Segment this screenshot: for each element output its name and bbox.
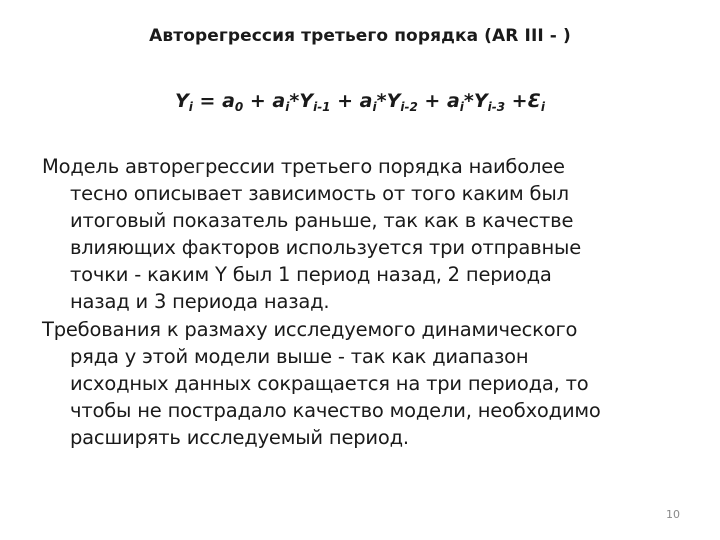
slide-number: 10 xyxy=(666,508,680,521)
text-line: влияющих факторов используется три отправные xyxy=(70,236,581,259)
formula-term: + a xyxy=(330,90,373,112)
text-line: исходных данных сокращается на три периода, то xyxy=(70,372,589,395)
text-line: итоговый показатель раньше, так как в качестве xyxy=(70,209,574,232)
text-line: Требования к размаху исследуемого динамического xyxy=(42,318,578,341)
formula-term: +Ɛ xyxy=(505,90,541,112)
paragraph-model-description xyxy=(42,153,692,315)
formula-subscript: i-1 xyxy=(313,100,331,114)
formula-subscript: i xyxy=(372,100,377,114)
formula-term: *Y xyxy=(289,90,314,112)
formula-subscript: i xyxy=(540,100,545,114)
text-line: тесно описывает зависимость от того каким был xyxy=(70,182,569,205)
formula-subscript: i xyxy=(188,100,193,114)
paragraph-requirements xyxy=(42,316,692,451)
text-line: Модель авторегрессии третьего порядка наиболее xyxy=(42,155,565,178)
slide-title: Авторегрессия третьего порядка (AR III - ) xyxy=(149,26,571,46)
formula-term: = a xyxy=(192,90,235,112)
ar3-formula xyxy=(0,90,720,114)
formula-term: Y xyxy=(175,90,189,112)
text-line: назад и 3 периода назад. xyxy=(70,290,330,313)
formula-subscript: 0 xyxy=(234,100,244,114)
formula-term: + a xyxy=(243,90,286,112)
formula-term: + a xyxy=(417,90,460,112)
text-line: расширять исследуемый период. xyxy=(70,426,409,449)
formula-subscript: i-3 xyxy=(487,100,506,114)
formula-subscript: i xyxy=(285,100,290,114)
text-line: чтобы не пострадало качество модели, необходимо xyxy=(70,399,601,422)
text-line: точки - каким Y был 1 период назад, 2 периода xyxy=(70,263,552,286)
formula-term: *Y xyxy=(376,90,401,112)
formula-subscript: i-2 xyxy=(400,100,418,114)
formula-term: *Y xyxy=(463,90,488,112)
text-line: ряда у этой модели выше - так как диапазон xyxy=(70,345,529,368)
formula-subscript: i xyxy=(459,100,464,114)
